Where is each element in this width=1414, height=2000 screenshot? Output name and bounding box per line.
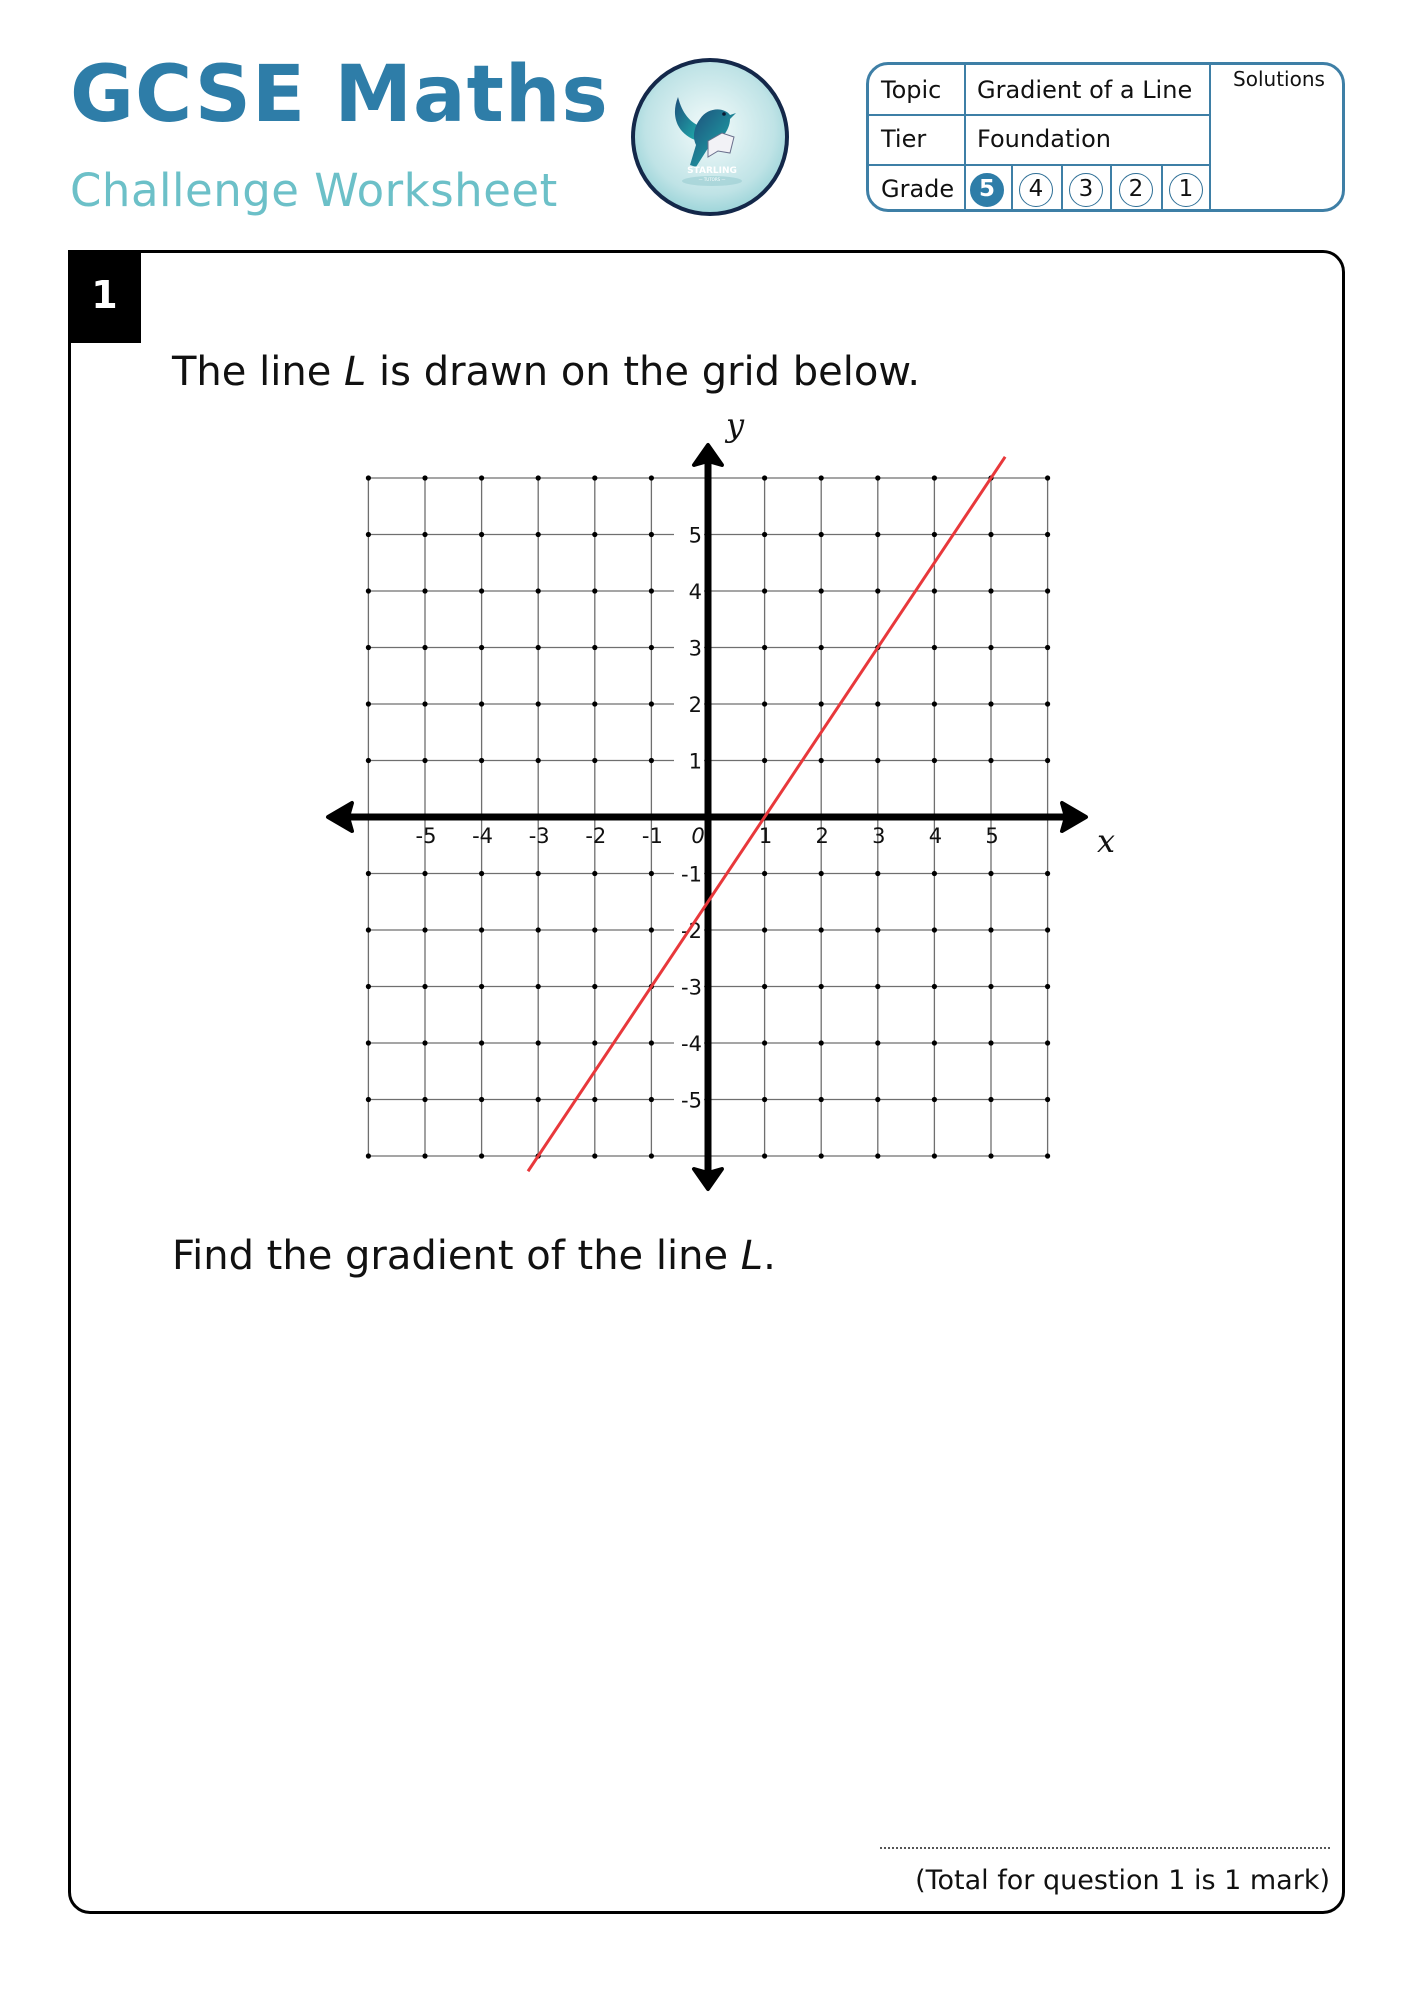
grid-dot [932, 532, 937, 537]
grid-dot [649, 701, 654, 706]
grid-dot [1045, 1153, 1050, 1158]
grid-dot [366, 1153, 371, 1158]
grid-dot [422, 984, 427, 989]
grid-dot [536, 532, 541, 537]
x-tick-label: 4 [928, 824, 943, 848]
grid-dot [819, 984, 824, 989]
grid-dot [1045, 475, 1050, 480]
grid-dot [819, 532, 824, 537]
grid-dot [536, 588, 541, 593]
x-tick-label: 3 [872, 824, 886, 848]
grid-dot [819, 1040, 824, 1045]
topic-label: Topic [881, 76, 942, 104]
grid-dot [932, 1040, 937, 1045]
grid-dot [875, 532, 880, 537]
svg-text:— TUTORS —: — TUTORS — [698, 177, 726, 182]
grid-dot [422, 588, 427, 593]
tier-label: Tier [881, 125, 927, 153]
grid-dot [536, 927, 541, 932]
y-tick-label: 1 [688, 749, 702, 774]
grid-dot [1045, 1040, 1050, 1045]
grid-dot [592, 532, 597, 537]
grid-dot [536, 758, 541, 763]
grid-dot [479, 984, 484, 989]
grid-dot [479, 1153, 484, 1158]
grade-badge-4: 4 [1019, 173, 1053, 207]
grid-dot [592, 1040, 597, 1045]
grid-dot [649, 1153, 654, 1158]
grid-dot [366, 645, 371, 650]
grid-dot [988, 1040, 993, 1045]
grid-dot [932, 1097, 937, 1102]
grid-dot [762, 701, 767, 706]
grid-dot [366, 1097, 371, 1102]
grid-dot [422, 871, 427, 876]
solutions-label: Solutions [1233, 67, 1325, 91]
x-axis-label: x [1097, 822, 1116, 860]
grid-dot [875, 927, 880, 932]
tier-value: Foundation [977, 125, 1111, 153]
grid-dot [762, 927, 767, 932]
grid-dot [592, 927, 597, 932]
grid-dot [592, 475, 597, 480]
grid-dot [536, 1040, 541, 1045]
grid-dot [592, 758, 597, 763]
grid-dot [762, 1040, 767, 1045]
y-tick-label: -2 [681, 919, 702, 943]
grid-dot [819, 758, 824, 763]
grid-dot [932, 927, 937, 932]
grid-dot [592, 701, 597, 706]
y-tick-label: -5 [681, 1088, 702, 1113]
grid-dot [988, 1097, 993, 1102]
grid-dot [422, 475, 427, 480]
x-tick-label: 5 [985, 824, 999, 848]
grid-dot [592, 1153, 597, 1158]
grid-dot [819, 1153, 824, 1158]
grid-dot [649, 871, 654, 876]
grid-dot [762, 1097, 767, 1102]
question-number: 1 [68, 250, 141, 343]
line-variable: L [740, 1233, 764, 1279]
grid-dot [649, 475, 654, 480]
x-axis-left-arrow-icon [328, 803, 352, 831]
y-axis-up-arrow-icon [694, 445, 722, 465]
grid-dot [1045, 532, 1050, 537]
grid-dot [649, 588, 654, 593]
y-tick-label: -3 [681, 975, 702, 1000]
grade-badge-2: 2 [1119, 173, 1153, 207]
grid-dot [875, 758, 880, 763]
grid-dot [422, 701, 427, 706]
grid-dot [932, 758, 937, 763]
grid-dot [536, 475, 541, 480]
grid-dot [988, 588, 993, 593]
grid-dot [988, 758, 993, 763]
grid-dot [875, 871, 880, 876]
grid-dot [479, 1097, 484, 1102]
grid-dot [1045, 984, 1050, 989]
grid-dot [422, 645, 427, 650]
grid-dot [479, 1040, 484, 1045]
y-axis-label: y [726, 406, 745, 444]
y-axis-down-arrow-icon [694, 1169, 722, 1189]
grid-dot [988, 927, 993, 932]
grid-dot [536, 645, 541, 650]
x-tick-label: -5 [415, 824, 437, 848]
grid-dot [592, 588, 597, 593]
grade-label: Grade [881, 175, 955, 203]
y-tick-label: 2 [688, 693, 702, 717]
grid-dot [422, 1040, 427, 1045]
grid-dot [875, 701, 880, 706]
x-tick-label: -2 [585, 824, 607, 848]
question-prompt: Find the gradient of the line L. [172, 1233, 776, 1279]
topic-value: Gradient of a Line [977, 76, 1193, 104]
x-tick-label: 2 [815, 824, 829, 848]
grid-dot [932, 645, 937, 650]
svg-text:STARLING: STARLING [687, 166, 737, 176]
x-tick-label: -3 [528, 824, 550, 848]
grid-dot [875, 1097, 880, 1102]
answer-line[interactable] [880, 1847, 1330, 1849]
grid-dot [366, 532, 371, 537]
grid-dot [422, 927, 427, 932]
grid-dot [649, 1040, 654, 1045]
grid-dot [649, 927, 654, 932]
grade-badge-5: 5 [970, 173, 1004, 207]
grid-dot [932, 588, 937, 593]
question-intro: The line L is drawn on the grid below. [172, 349, 921, 395]
grid-dot [366, 588, 371, 593]
grid-dot [762, 588, 767, 593]
x-tick-label: -4 [472, 824, 494, 848]
grid-dot [762, 871, 767, 876]
grid-dot [988, 701, 993, 706]
grid-dot [366, 475, 371, 480]
grid-dot [932, 475, 937, 480]
grid-dot [988, 532, 993, 537]
y-tick-label: -4 [681, 1032, 702, 1056]
grid-dot [762, 758, 767, 763]
grid-dot [1045, 758, 1050, 763]
grid-dot [592, 984, 597, 989]
grid-dot [422, 532, 427, 537]
grid-dot [592, 871, 597, 876]
grid-dot [536, 871, 541, 876]
grid-dot [649, 645, 654, 650]
grid-dot [875, 588, 880, 593]
grid-dot [762, 532, 767, 537]
grid-dot [1045, 1097, 1050, 1102]
grade-badge-1: 1 [1169, 173, 1203, 207]
grid-dot [819, 927, 824, 932]
grid-dot [819, 701, 824, 706]
grid-dot [479, 532, 484, 537]
origin-label: 0 [691, 824, 705, 848]
grid-dot [819, 645, 824, 650]
grid-dot [932, 701, 937, 706]
grid-dot [875, 1153, 880, 1158]
question-total-marks: (Total for question 1 is 1 mark) [915, 1865, 1330, 1896]
grid-dot [988, 1153, 993, 1158]
x-tick-label: 1 [758, 824, 773, 848]
grid-dot [988, 871, 993, 876]
grid-dot [366, 1040, 371, 1045]
grid-dot [932, 984, 937, 989]
y-tick-label: -1 [681, 862, 702, 887]
grid-dot [932, 871, 937, 876]
grid-dot [932, 1153, 937, 1158]
grid-dot [366, 871, 371, 876]
grid-dot [592, 645, 597, 650]
grid-dot [479, 588, 484, 593]
line-variable: L [344, 349, 367, 395]
grid-dot [479, 927, 484, 932]
grid-dot [1045, 927, 1050, 932]
x-axis-right-arrow-icon [1062, 803, 1086, 831]
grid-dot [762, 645, 767, 650]
grid-dot [422, 758, 427, 763]
grid-dot [536, 984, 541, 989]
grid-dot [536, 701, 541, 706]
grid-dot [649, 532, 654, 537]
y-tick-label: 4 [688, 580, 702, 604]
grid-dot [819, 1097, 824, 1102]
grid-dot [366, 984, 371, 989]
grid-dot [479, 645, 484, 650]
x-tick-label: -1 [641, 824, 663, 848]
y-tick-label: 3 [688, 636, 702, 661]
grid-dot [988, 984, 993, 989]
grid-dot [479, 871, 484, 876]
grid-dot [366, 758, 371, 763]
grid-dot [1045, 701, 1050, 706]
grid-dot [649, 758, 654, 763]
grid-dot [479, 475, 484, 480]
grid-dot [819, 588, 824, 593]
grid-dot [366, 927, 371, 932]
grid-dot [875, 984, 880, 989]
grid-dot [1045, 871, 1050, 876]
grid-dot [1045, 645, 1050, 650]
y-tick-label: 5 [688, 523, 702, 548]
worksheet-title: GCSE Maths [70, 50, 609, 140]
grid-dot [422, 1153, 427, 1158]
grid-dot [762, 1153, 767, 1158]
grid-dot [479, 701, 484, 706]
grid-dot [366, 701, 371, 706]
grid-dot [875, 475, 880, 480]
grid-dot [422, 1097, 427, 1102]
worksheet-subtitle: Challenge Worksheet [70, 164, 558, 217]
grid-dot [819, 871, 824, 876]
grade-badge-3: 3 [1069, 173, 1103, 207]
grid-dot [536, 1097, 541, 1102]
grid-dot [762, 475, 767, 480]
grid-dot [479, 758, 484, 763]
grid-dot [649, 1097, 654, 1102]
grid-dot [819, 475, 824, 480]
grid-dot [988, 645, 993, 650]
grid-dot [1045, 588, 1050, 593]
grid-dot [762, 984, 767, 989]
grid-dot [875, 1040, 880, 1045]
grid-dot [592, 1097, 597, 1102]
